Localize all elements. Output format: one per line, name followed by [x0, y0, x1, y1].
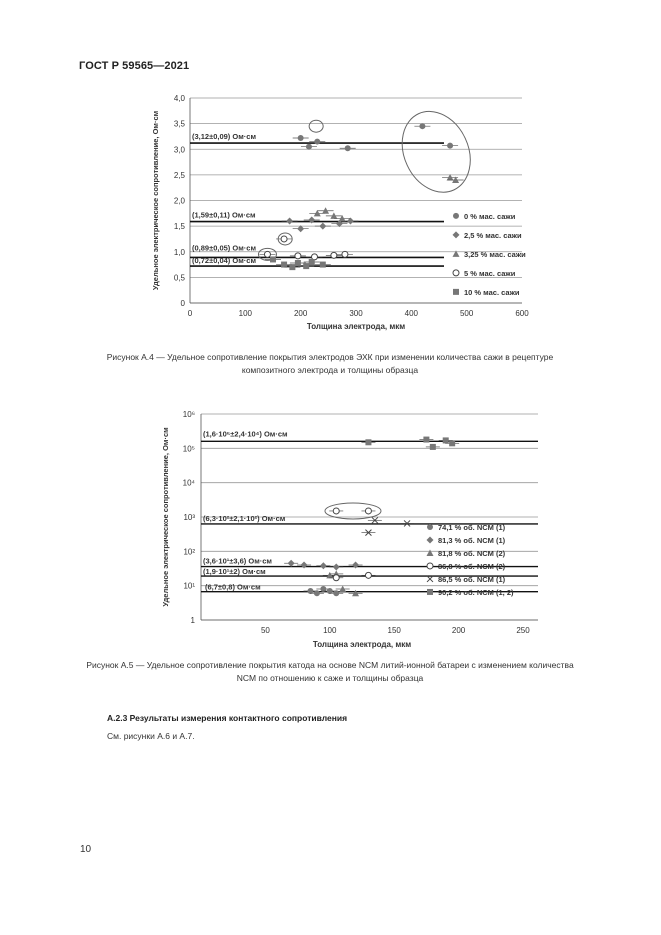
- figure-a4-caption: Рисунок А.4 — Удельное сопротивление покрытия электродов ЭХК при изменении количества сажи в рецептуре композитного электрода и толщины образца: [106, 352, 554, 375]
- y-tick-label: 4,0: [173, 94, 185, 103]
- y-tick-label: 3,5: [173, 119, 185, 129]
- data-point: [270, 256, 276, 262]
- x-tick-label: 400: [404, 309, 419, 318]
- y-tick-label: 10³: [183, 513, 195, 522]
- data-point: [289, 264, 295, 270]
- legend-marker: [453, 270, 459, 276]
- legend-label: 2,5 % мас. сажи: [464, 230, 522, 240]
- data-point: [333, 590, 339, 596]
- y-tick-label: 2,0: [173, 196, 185, 206]
- legend-label: 10 % мас. сажи: [464, 287, 520, 297]
- data-point: [342, 251, 348, 257]
- legend-marker: [453, 231, 460, 238]
- legend-marker: [453, 213, 459, 219]
- page-number: 10: [80, 844, 92, 855]
- legend-marker: [453, 289, 459, 295]
- figure-a5-chart: [150, 404, 540, 654]
- data-point: [295, 253, 301, 259]
- data-point: [286, 218, 293, 225]
- data-point: [365, 508, 371, 514]
- legend-label: 0 % мас. сажи: [464, 211, 516, 221]
- y-tick-label: 10⁵: [182, 444, 195, 454]
- data-point: [303, 263, 309, 269]
- y-tick-label: 0,5: [173, 273, 185, 283]
- data-point: [447, 143, 453, 149]
- figure-a4-chart: [140, 88, 540, 343]
- annotation-label: (0,89±0,05) Ом·см: [192, 243, 256, 253]
- data-point: [281, 262, 287, 268]
- data-point: [301, 561, 308, 568]
- annotation-label: (0,72±0,04) Ом·см: [192, 256, 256, 266]
- highlight-ellipse: [389, 100, 483, 203]
- data-point: [281, 236, 287, 242]
- data-point: [309, 259, 315, 265]
- data-point: [314, 139, 320, 145]
- legend-label: 86,8 % об. NCM (2): [438, 561, 506, 571]
- y-axis-label: Удельное электрическое сопротивление, Ом·см: [161, 427, 170, 607]
- legend-label: 90,2 % об. NCM (1, 2): [438, 587, 514, 597]
- legend-label: 81,8 % об. NCM (2): [438, 548, 506, 558]
- x-tick-label: 300: [349, 309, 363, 318]
- x-tick-label: 200: [293, 309, 308, 318]
- legend-label: 5 % мас. сажи: [464, 268, 516, 278]
- annotation-label: (3,6·10¹±3,6) Ом·см: [203, 556, 272, 566]
- data-point: [449, 440, 455, 446]
- y-tick-label: 1: [190, 616, 195, 625]
- data-point: [333, 575, 339, 581]
- data-point: [308, 216, 315, 223]
- x-tick-label: 600: [515, 309, 529, 318]
- x-axis-label: Толщина электрода, мкм: [306, 322, 406, 331]
- legend-label: 86,5 % об. NCM (1): [438, 574, 506, 584]
- legend-marker: [427, 524, 433, 530]
- annotation-label: (1,6·10⁵±2,4·10⁴) Ом·см: [203, 429, 288, 439]
- y-tick-label: 10⁶: [182, 410, 195, 419]
- x-tick-label: 100: [238, 309, 253, 318]
- legend-marker: [427, 576, 433, 582]
- data-point: [333, 563, 340, 570]
- annotation-label: (1,59±0,11) Ом·см: [192, 210, 256, 220]
- y-tick-label: 10²: [183, 547, 195, 557]
- data-point: [352, 561, 359, 568]
- data-point: [306, 144, 312, 150]
- legend-label: 81,3 % об. NCM (1): [438, 535, 506, 545]
- x-tick-label: 50: [260, 626, 270, 635]
- standard-header: ГОСТ Р 59565—2021: [79, 60, 190, 72]
- highlight-ellipse: [309, 120, 323, 132]
- x-tick-label: 200: [451, 626, 466, 635]
- data-point: [264, 251, 270, 257]
- section-heading: А.2.3 Результаты измерения контактного сопротивления: [107, 713, 348, 723]
- y-tick-label: 2,5: [173, 170, 185, 180]
- x-tick-label: 150: [387, 626, 401, 635]
- y-axis-label: Удельное электрическое сопротивление, Ом·см: [151, 110, 160, 291]
- data-point: [365, 572, 371, 578]
- data-points: [259, 123, 463, 270]
- annotation-label: (6,7±0,8) Ом·см: [205, 582, 261, 592]
- x-tick-label: 100: [323, 626, 337, 635]
- y-tick-label: 1,0: [173, 247, 185, 257]
- data-point: [320, 562, 327, 569]
- y-tick-label: 0: [180, 299, 185, 308]
- data-point: [295, 260, 301, 266]
- figure-a5-caption: Рисунок А.5 — Удельное сопротивление покрытия катода на основе NCM литий-ионной батареи с изменением количества NCM по отношению к саже и толщины образца: [86, 660, 574, 683]
- x-tick-label: 0: [187, 309, 193, 318]
- y-tick-label: 10⁴: [182, 478, 195, 488]
- data-point: [312, 254, 318, 260]
- legend-marker: [427, 549, 434, 556]
- data-point: [333, 508, 339, 514]
- annotation-label: (6,3·10²±2,1·10²) Ом·см: [203, 513, 286, 523]
- legend-label: 3,25 % мас. сажи: [464, 249, 526, 259]
- data-point: [345, 145, 351, 151]
- data-point: [319, 223, 326, 230]
- x-axis-label: Толщина электрода, мкм: [312, 640, 412, 649]
- data-point: [298, 135, 304, 141]
- x-tick-label: 250: [516, 626, 530, 635]
- data-point: [331, 252, 337, 258]
- data-point: [365, 439, 371, 445]
- x-tick-label: 500: [459, 309, 474, 318]
- annotation-label: (3,12±0,09) Ом·см: [192, 132, 256, 142]
- data-point: [443, 437, 449, 443]
- data-point: [314, 590, 320, 596]
- legend-marker: [427, 563, 433, 569]
- legend-marker: [427, 589, 433, 595]
- data-point: [430, 444, 436, 450]
- y-tick-label: 1,5: [173, 222, 185, 232]
- y-tick-label: 10¹: [183, 581, 195, 591]
- annotation-label: (1,9·10¹±2) Ом·см: [203, 567, 266, 577]
- section-text: См. рисунки А.6 и А.7.: [107, 731, 195, 741]
- y-tick-label: 3,0: [173, 145, 185, 155]
- legend-label: 74,1 % об. NCM (1): [438, 522, 506, 532]
- data-point: [320, 262, 326, 268]
- data-point: [423, 437, 429, 443]
- legend-marker: [427, 536, 434, 543]
- data-point: [419, 123, 425, 129]
- data-point: [288, 560, 295, 567]
